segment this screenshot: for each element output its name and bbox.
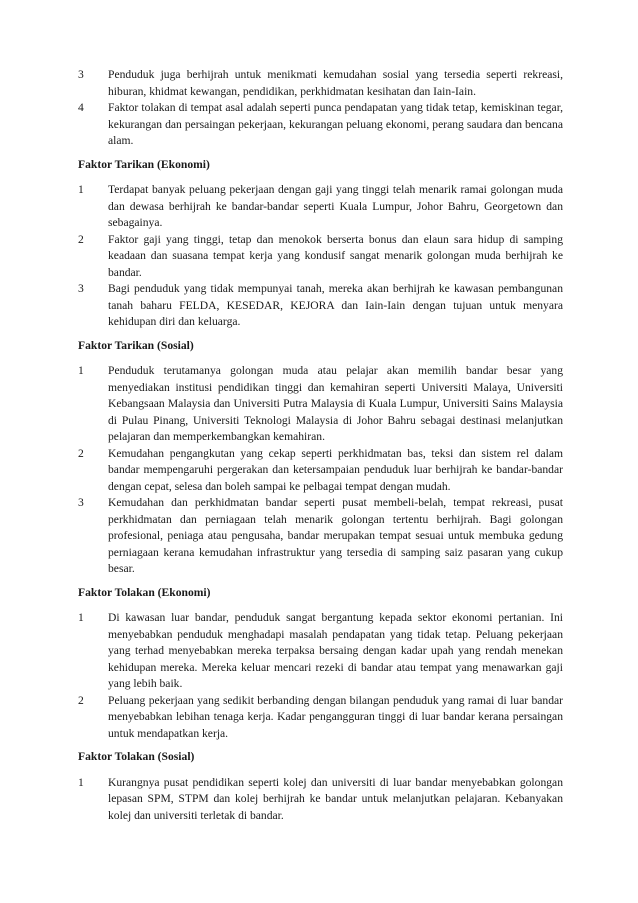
item-number: 3 [78, 68, 84, 81]
item-text: Kemudahan dan perkhidmatan bandar seperti pusat membeli-belah, tempat rekreasi, pusat perkhidmatan dan perniagaan telah menarik golongan tertentu berhijrah. Bagi golongan profesional, peniaga atau pengusaha, bandar merupakan tempat sesuai untuk membuka gedung perniagaan kerana kemudahan infrastruktur yang tersedia di samping saiz pasaran yang cukup besar. [108, 496, 563, 575]
item-text: Peluang pekerjaan yang sedikit berbanding dengan bilangan penduduk yang ramai di luar bandar menyebabkan lebihan tenaga kerja. Kadar pengangguran tinggi di luar bandar kerana persaingan untuk mendapatkan kerja. [108, 693, 563, 740]
item-text: Kemudahan pengangkutan yang cekap seperti perkhidmatan bas, teksi dan sistem rel dalam bandar mempengaruhi pergerakan dan ketersampaian penduduk luar berhijrah ke bandar-bandar dengan cepat, selesa dan boleh sampai ke pelbagai tempat dengan mudah. [108, 446, 563, 493]
item-number: 1 [78, 611, 84, 624]
list-item [78, 182, 563, 232]
list-item [78, 363, 563, 446]
list-item [78, 446, 563, 496]
intro-list [78, 67, 563, 150]
item-text: Penduduk terutamanya golongan muda atau pelajar akan memilih bandar besar yang menyediakan institusi pendidikan tinggi dan kemahiran seperti Universiti Malaya, Universiti Kebangsaan Malaysia dan Universiti Putra Malaysia di Kuala Lumpur, Universiti Sains Malaysia di Pulau Pinang, Universiti Teknologi Malaysia di Johor Bahru sebagai destinasi melanjutkan pelajaran dan memperkembangkan kemahiran. [108, 364, 563, 443]
list-item [78, 693, 563, 743]
item-number: 1 [78, 183, 84, 196]
document-content [78, 67, 563, 824]
item-number: 2 [78, 232, 84, 246]
item-text: Penduduk juga berhijrah untuk menikmati kemudahan sosial yang tersedia seperti rekreasi, hiburan, khidmat kewangan, pendidikan, perkhidmatan kesihatan dan Iain-Iain. [108, 68, 563, 98]
section-tolakan-ekonomi [78, 585, 563, 743]
item-number: 2 [78, 693, 84, 707]
section-tarikan-sosial [78, 338, 563, 578]
item-text: Di kawasan luar bandar, penduduk sangat bergantung kepada sektor ekonomi pertanian. Ini menyebabkan penduduk menghadapi masalah pendapatan yang tidak tetap. Peluang pekerjaan yang terhad menyebabkan mereka terpaksa bersaing dengan kadar upah yang rendah menekan kehidupan mereka. Mereka keluar mencari rezeki di bandar atau tempat yang menawarkan gaji yang lebih baik. [108, 611, 563, 690]
item-text: Terdapat banyak peluang pekerjaan dengan gaji yang tinggi telah menarik ramai golongan muda dan dewasa berhijrah ke bandar-bandar seperti Kuala Lumpur, Johor Bahru, Georgetown dan sebagainya. [108, 183, 563, 229]
section-heading: Faktor Tolakan (Sosial) [78, 750, 195, 763]
section-tolakan-sosial [78, 749, 563, 824]
item-number: 3 [78, 282, 84, 295]
list-item [78, 610, 563, 693]
section-heading: Faktor Tarikan (Ekonomi) [78, 157, 210, 171]
item-number: 3 [78, 496, 84, 509]
item-number: 4 [78, 101, 84, 114]
section-heading: Faktor Tarikan (Sosial) [78, 338, 194, 352]
list-item [78, 232, 563, 282]
list-item [78, 495, 563, 578]
item-number: 2 [78, 446, 84, 460]
list-item [78, 281, 563, 331]
section-heading: Faktor Tolakan (Ekonomi) [78, 585, 211, 599]
list-item [78, 775, 563, 825]
list-item [78, 100, 563, 150]
list-item [78, 67, 563, 100]
section-tarikan-ekonomi [78, 157, 563, 331]
item-text: Faktor tolakan di tempat asal adalah seperti punca pendapatan yang tidak tetap, kemiskinan tegar, kekurangan dan persaingan pekerjaan, kekurangan peluang ekonomi, perang saudara dan bencana alam. [108, 101, 563, 147]
item-text: Kurangnya pusat pendidikan seperti kolej dan universiti di luar bandar menyebabkan golongan lepasan SPM, STPM dan kolej berhijrah ke bandar untuk melanjutkan pelajaran. Kebanyakan kolej dan universiti terletak di bandar. [108, 775, 563, 822]
item-text: Bagi penduduk yang tidak mempunyai tanah, mereka akan berhijrah ke kawasan pembangunan tanah baharu FELDA, KESEDAR, KEJORA dan Iain-Iain dengan tujuan untuk menyara kehidupan diri dan keluarga. [108, 282, 563, 328]
item-number: 1 [78, 775, 84, 789]
item-text: Faktor gaji yang tinggi, tetap dan menokok berserta bonus dan elaun sara hidup di samping keadaan dan suasana tempat kerja yang kondusif sangat menarik golongan muda berhijrah ke bandar. [108, 232, 563, 279]
item-number: 1 [78, 364, 84, 377]
